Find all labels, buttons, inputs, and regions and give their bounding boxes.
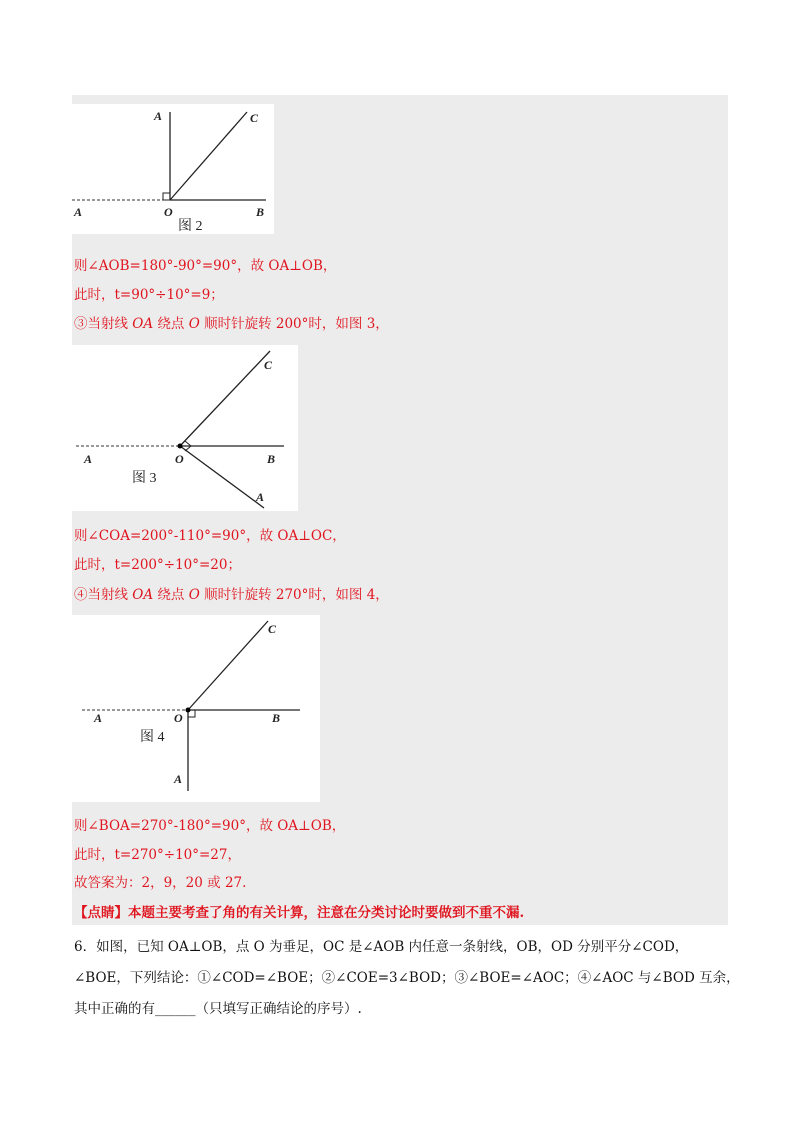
label-o: O xyxy=(174,711,183,725)
label-a-top: A xyxy=(154,109,163,123)
ray-oc xyxy=(170,112,247,200)
solution-line: ④当射线 OA 绕点 O 顺时针旋转 270°时，如图 4， xyxy=(74,587,389,603)
label-a-bottom: A xyxy=(174,772,183,786)
figure-caption: 图 4 xyxy=(140,730,165,745)
figure-2 xyxy=(72,104,274,234)
point-o xyxy=(186,708,191,713)
point-o xyxy=(178,444,183,449)
label-a-left: A xyxy=(94,711,103,725)
figure-caption: 图 3 xyxy=(132,471,157,486)
question-6-line: 6．如图，已知 OA⊥OB，点 O 为垂足，OC 是∠AOB 内任意一条射线，OB，OD 分别平分∠COD， xyxy=(74,939,689,955)
ray-oa xyxy=(180,446,264,508)
solution-line: 此时，t=270°÷10°=27， xyxy=(74,847,241,863)
label-o: O xyxy=(164,205,173,219)
label-c: C xyxy=(264,358,273,372)
label-o: O xyxy=(175,452,184,466)
label-b: B xyxy=(267,452,276,466)
solution-line: 则∠AOB=180°-90°=90°，故 OA⊥OB， xyxy=(74,258,337,274)
solution-line: ③当射线 OA 绕点 O 顺时针旋转 200°时，如图 3， xyxy=(74,316,389,332)
question-6-line: ∠BOE，下列结论：①∠COD=∠BOE；②∠COE=3∠BOD；③∠BOE=∠AOC；④∠AOC 与∠BOD 互余， xyxy=(74,970,740,986)
label-a-bottom: A xyxy=(256,490,265,504)
solution-line: 故答案为：2，9，20 或 27. xyxy=(74,875,247,891)
solution-line: 则∠BOA=270°-180°=90°，故 OA⊥OB， xyxy=(74,818,346,834)
solution-line: 此时，t=200°÷10°=20； xyxy=(74,557,241,573)
solution-line: 此时，t=90°÷10°=9； xyxy=(74,287,224,303)
ray-oc xyxy=(180,351,270,446)
figure-3 xyxy=(72,345,298,511)
label-c: C xyxy=(268,622,277,636)
solution-line: 则∠COA=200°-110°=90°，故 OA⊥OC， xyxy=(74,528,346,544)
key-point-note: 【点睛】本题主要考查了角的有关计算，注意在分类讨论时要做到不重不漏. xyxy=(74,905,525,921)
question-6-line: 其中正确的有______（只填写正确结论的序号）. xyxy=(74,1001,362,1017)
label-a-left: A xyxy=(84,452,93,466)
label-b: B xyxy=(256,205,265,219)
label-b: B xyxy=(272,711,281,725)
figure-caption: 图 2 xyxy=(178,219,203,234)
figure-4 xyxy=(72,615,320,802)
label-a-left: A xyxy=(74,205,83,219)
right-angle-mark xyxy=(163,193,170,200)
ray-oc xyxy=(188,621,268,710)
label-c: C xyxy=(250,111,259,125)
